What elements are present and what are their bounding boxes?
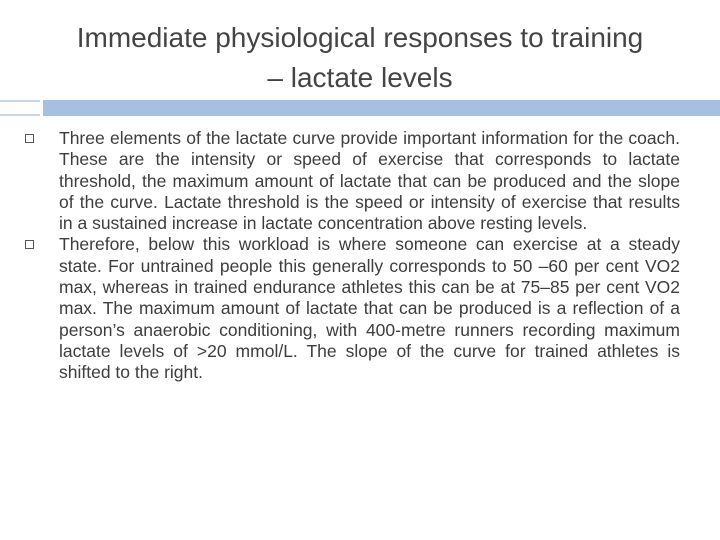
title-divider	[0, 100, 720, 116]
slide-title	[20, 18, 700, 98]
bullet-item-1	[22, 128, 680, 234]
bullet-text-2: Therefore, below this workload is where someone can exercise at a steady state. For untrained people this generally corresponds to 50 –60 per cent VO2 max, whereas in trained endurance athletes this can be at 75–85 per cent VO2 max. The maximum amount of lactate that can be produced is a reflection of a person’s anaerobic conditioning, with 400-metre runners recording maximum lactate levels of >20 mmol/L. The slope of the curve for trained athletes is shifted to the right.	[59, 234, 680, 383]
hollow-square-bullet-icon	[25, 240, 34, 249]
bullet-list	[22, 128, 680, 384]
bullet-item-2	[22, 234, 680, 383]
divider-accent-bar	[43, 100, 720, 116]
bullet-text-1: Three elements of the lactate curve provide important information for the coach. These are the intensity or speed of exercise that corresponds to lactate threshold, the maximum amount of lactate that can be produced and the slope of the curve. Lactate threshold is the speed or intensity of exercise that results in a sustained increase in lactate concentration above resting levels.	[59, 128, 680, 234]
hollow-square-bullet-icon	[25, 134, 34, 143]
title-line-2: – lactate levels	[267, 62, 453, 93]
title-line-1: Immediate physiological responses to training	[76, 22, 644, 53]
divider-outline-segment	[0, 100, 40, 116]
